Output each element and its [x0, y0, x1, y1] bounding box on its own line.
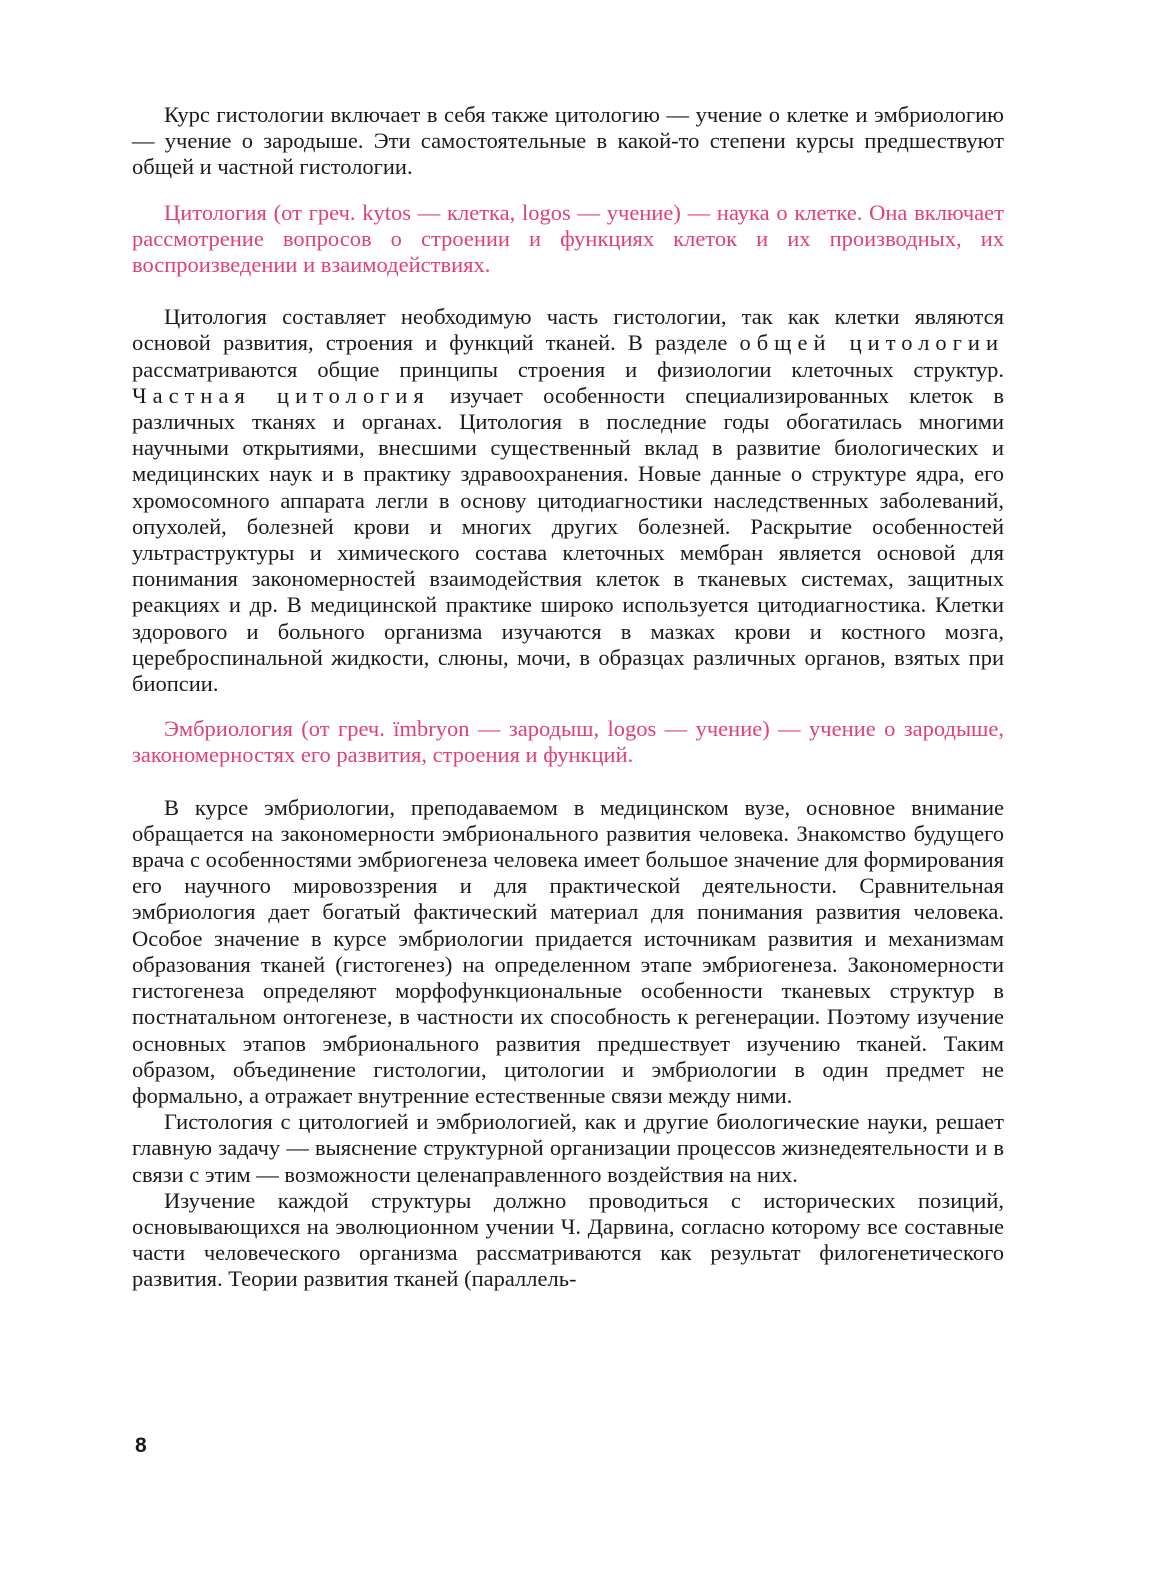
- page-number: 8: [135, 1434, 147, 1457]
- cytology-definition: Цитология (от греч. kytos — клетка, logos — учение) — наука о клетке. Она включает рассмотрение вопросов о строении и функциях клеток и их производных, их воспроизведении и взаимодействиях.: [132, 199, 1004, 278]
- page-body: [132, 102, 1004, 1293]
- embryology-paragraph: В курсе эмбриологии, преподаваемом в медицинском вузе, основное внимание обращается на закономерности эмбрионального развития человека. Знакомство будущего врача с особенностями эмбриогенеза человека имеет большое значение для формирования его научного мировоззрения и для практической деятельности. Сравнительная эмбриология дает богатый фактический материал для понимания развития человека. Особое значение в курсе эмбриологии придается источникам развития и механизмам образования тканей (гистогенез) на определенном этапе эмбриогенеза. Закономерности гистогенеза определяют морфофункциональные особенности тканевых структур в постнатальном онтогенезе, в частности их способность к регенерации. Поэтому изучение основных этапов эмбрионального развития предшествует изучению тканей. Таким образом, объединение гистологии, цитологии и эмбриологии в один предмет не формально, а отражает внутренние естественные связи между ними.: [132, 794, 1004, 1108]
- cytology-paragraph: [132, 304, 1004, 697]
- cytology-paragraph-text-a: Цитология составляет необходимую часть гистологии, так как клетки являются основой развития, строения и функций тканей. В разделе: [132, 304, 1004, 356]
- intro-paragraph: Курс гистологии включает в себя также цитологию — учение о клетке и эмбриологию — учение о зародыше. Эти самостоятельные в какой-то степени курсы предшествуют общей и частной гистологии.: [132, 102, 1004, 180]
- cytology-paragraph-text-b: рассматриваются общие принципы строения и физиологии клеточных структур.: [132, 356, 1004, 382]
- special-cytology-term: Частная цитология: [132, 382, 430, 408]
- histology-task-paragraph: Гистология с цитологией и эмбриологией, как и другие биологические науки, решает главную задачу — выяснение структурной организации процессов жизнедеятельности и в связи с этим — возможности целенаправленного воздействия на них.: [132, 1109, 1004, 1187]
- general-cytology-term: общей цитологии: [739, 330, 1004, 356]
- cytology-paragraph-text-c: изучает особенности специализированных клеток в различных тканях и органах. Цитология в последние годы обогатилась многими научными открытиями, внесшими существенный вклад в развитие биологических и медицинских наук и в практику здравоохранения. Новые данные о структуре ядра, его хромосомного аппарата легли в основу цитодиагностики наследственных заболеваний, опухолей, болезней крови и многих других болезней. Раскрытие особенностей ультраструктуры и химического состава клеточных мембран является основой для понимания закономерностей взаимодействия клеток в тканевых системах, защитных реакциях и др. В медицинской практике широко используется цитодиагностика. Клетки здорового и больного организма изучаются в мазках крови и костного мозга, цереброспинальной жидкости, слюны, мочи, в образцах различных органов, взятых при биопсии.: [132, 382, 1004, 697]
- embryology-definition: Эмбриология (от греч. ïmbryon — зародыш, logos — учение) — учение о зародыше, закономерностях его развития, строения и функций.: [132, 716, 1004, 768]
- historical-approach-paragraph: Изучение каждой структуры должно проводиться с исторических позиций, основывающихся на эволюционном учении Ч. Дарвина, согласно которому все составные части человеческого организма рассматриваются как результат филогенетического развития. Теории развития тканей (параллель-: [132, 1187, 1004, 1292]
